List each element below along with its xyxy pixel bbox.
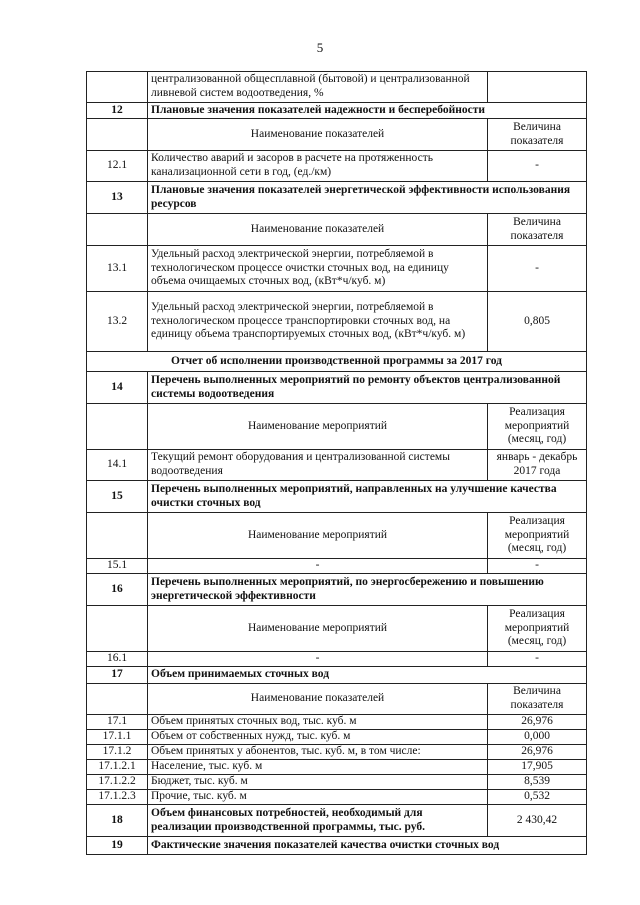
column-header-row — [87, 684, 587, 715]
item-name: Объем принятых у абонентов, тыс. куб. м, в том числе: — [148, 745, 488, 760]
item-value — [488, 72, 587, 103]
section-title: Объем финансовых потребностей, необходимый для реализации производственной программы, тыс. руб. — [148, 805, 488, 837]
item-name: Бюджет, тыс. куб. м — [148, 775, 488, 790]
section-row — [87, 182, 587, 214]
section-number: 13 — [87, 182, 148, 214]
item-value: - — [488, 559, 587, 574]
item-value: - — [488, 246, 587, 292]
table-row — [87, 246, 587, 292]
number-cell — [87, 214, 148, 246]
table-row — [87, 559, 587, 574]
column-header-row — [87, 404, 587, 450]
section-number: 18 — [87, 805, 148, 837]
item-number: 17.1.1 — [87, 730, 148, 745]
item-number: 14.1 — [87, 450, 148, 481]
item-name: Текущий ремонт оборудования и централизованной системы водоотведения — [148, 450, 488, 481]
column-header-name: Наименование мероприятий — [148, 513, 488, 559]
table-row — [87, 730, 587, 745]
section-title: Плановые значения показателей энергетической эффективности использования ресурсов — [148, 182, 587, 214]
section-row — [87, 805, 587, 837]
item-value: 26,976 — [488, 715, 587, 730]
section-row — [87, 372, 587, 404]
section-number: 19 — [87, 837, 148, 855]
column-header-name: Наименование показателей — [148, 119, 488, 151]
item-value: 0,000 — [488, 730, 587, 745]
number-cell — [87, 684, 148, 715]
column-header-value: Реализация мероприятий (месяц, год) — [488, 513, 587, 559]
column-header-value: Реализация мероприятий (месяц, год) — [488, 404, 587, 450]
section-row — [87, 574, 587, 606]
section-number: 15 — [87, 481, 148, 513]
item-number: 17.1 — [87, 715, 148, 730]
table-row — [87, 745, 587, 760]
program-table — [86, 71, 587, 855]
item-value: - — [488, 151, 587, 182]
column-header-name: Наименование показателей — [148, 214, 488, 246]
section-row — [87, 103, 587, 119]
item-number: 13.1 — [87, 246, 148, 292]
table-row — [87, 450, 587, 481]
section-title: Перечень выполненных мероприятий, направленных на улучшение качества очистки сточных вод — [148, 481, 587, 513]
section-row — [87, 667, 587, 684]
table-row — [87, 760, 587, 775]
item-number: 17.1.2.3 — [87, 790, 148, 805]
report-heading-row — [87, 352, 587, 372]
item-value: - — [488, 652, 587, 667]
item-value: январь - декабрь 2017 года — [488, 450, 587, 481]
table-row — [87, 292, 587, 352]
item-name: Прочие, тыс. куб. м — [148, 790, 488, 805]
column-header-name: Наименование мероприятий — [148, 606, 488, 652]
column-header-row — [87, 214, 587, 246]
section-value: 2 430,42 — [488, 805, 587, 837]
item-name: - — [148, 652, 488, 667]
item-number: 12.1 — [87, 151, 148, 182]
column-header-row — [87, 606, 587, 652]
item-name: Количество аварий и засоров в расчете на протяженность канализационной сети в год, (ед./км) — [148, 151, 488, 182]
item-number: 17.1.2.2 — [87, 775, 148, 790]
item-value: 0,532 — [488, 790, 587, 805]
table-row — [87, 72, 587, 103]
column-header-row — [87, 119, 587, 151]
section-title: Фактические значения показателей качества очистки сточных вод — [148, 837, 587, 855]
number-cell — [87, 513, 148, 559]
item-number: 17.1.2.1 — [87, 760, 148, 775]
column-header-value: Величина показателя — [488, 119, 587, 151]
section-row — [87, 837, 587, 855]
column-header-row — [87, 513, 587, 559]
column-header-name: Наименование мероприятий — [148, 404, 488, 450]
item-name: централизованной общесплавной (бытовой) и централизованной ливневой систем водоотведения, % — [148, 72, 488, 103]
section-number: 17 — [87, 667, 148, 684]
section-number: 14 — [87, 372, 148, 404]
number-cell — [87, 404, 148, 450]
item-number: 17.1.2 — [87, 745, 148, 760]
column-header-name: Наименование показателей — [148, 684, 488, 715]
section-title: Перечень выполненных мероприятий по ремонту объектов централизованной системы водоотведения — [148, 372, 587, 404]
item-number: 15.1 — [87, 559, 148, 574]
section-title: Перечень выполненных мероприятий, по энергосбережению и повышению энергетической эффективности — [148, 574, 587, 606]
table-row — [87, 790, 587, 805]
column-header-value: Величина показателя — [488, 684, 587, 715]
item-name: Население, тыс. куб. м — [148, 760, 488, 775]
section-row — [87, 481, 587, 513]
number-cell — [87, 606, 148, 652]
section-title: Объем принимаемых сточных вод — [148, 667, 587, 684]
item-value: 17,905 — [488, 760, 587, 775]
item-name: - — [148, 559, 488, 574]
item-number: 13.2 — [87, 292, 148, 352]
item-value: 8,539 — [488, 775, 587, 790]
report-heading: Отчет об исполнении производственной программы за 2017 год — [87, 352, 587, 372]
item-value: 0,805 — [488, 292, 587, 352]
item-value: 26,976 — [488, 745, 587, 760]
section-title: Плановые значения показателей надежности и бесперебойности — [148, 103, 587, 119]
table-row — [87, 715, 587, 730]
item-number: 16.1 — [87, 652, 148, 667]
item-number — [87, 72, 148, 103]
item-name: Объем от собственных нужд, тыс. куб. м — [148, 730, 488, 745]
column-header-value: Реализация мероприятий (месяц, год) — [488, 606, 587, 652]
table-row — [87, 151, 587, 182]
page-number: 5 — [316, 40, 324, 55]
item-name: Объем принятых сточных вод, тыс. куб. м — [148, 715, 488, 730]
table-row — [87, 775, 587, 790]
section-number: 16 — [87, 574, 148, 606]
column-header-value: Величина показателя — [488, 214, 587, 246]
table-row — [87, 652, 587, 667]
section-number: 12 — [87, 103, 148, 119]
item-name: Удельный расход электрической энергии, потребляемой в технологическом процессе очистки сточных вод, на единицу объема очищаемых сточных вод, (кВт*ч/куб. м) — [148, 246, 488, 292]
item-name: Удельный расход электрической энергии, потребляемой в технологическом процессе транспортировки сточных вод, на единицу объема транспортируемых сточных вод, (кВт*ч/куб. м) — [148, 292, 488, 352]
number-cell — [87, 119, 148, 151]
